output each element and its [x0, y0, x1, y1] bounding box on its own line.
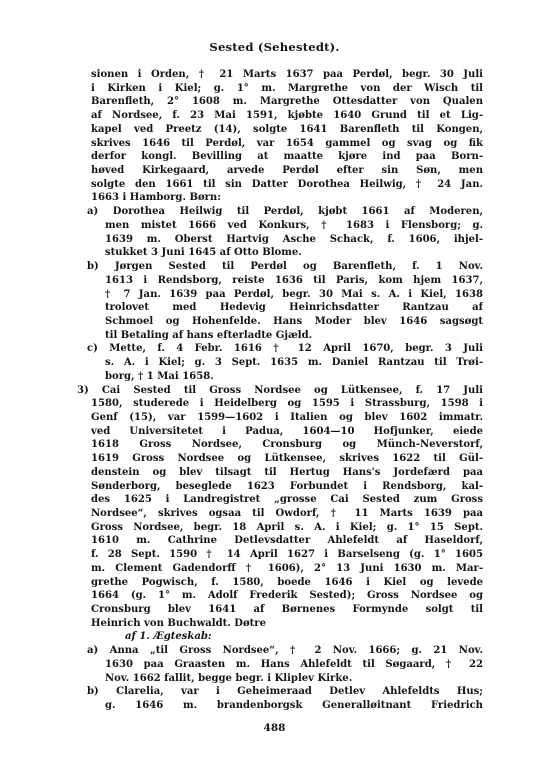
text-body: [77, 68, 483, 713]
text-line: 1610 m. Cathrine Detlevsdatter Ahlefeldt af Haseldorf,: [91, 535, 483, 547]
text-line: g. 1646 m. brandenborgsk Generalløitnant Friedrich: [105, 700, 483, 712]
text-line: † 7 Jan. 1639 paa Perdøl, begr. 30 Mai s. A. i Kiel, 1638: [105, 288, 483, 300]
text-line: 1639 m. Oberst Hartvig Asche Schack, f. 1606, ihjel-: [105, 233, 483, 245]
text-line: sionen i Orden, † 21 Marts 1637 paa Perdøl, begr. 30 Juli: [91, 69, 483, 80]
text-line: Schmoel og Hohenfelde. Hans Moder blev 1646 sagsøgt: [105, 315, 483, 327]
text-line: Gross Nordsee, begr. 18 April s. A. i Kiel; g. 1° 15 Sept.: [91, 521, 483, 533]
text-line: kapel ved Preetz (14), solgte 1641 Barenfleth til Kongen,: [91, 123, 483, 135]
text-line: 1663 i Hamborg. Børn:: [91, 192, 221, 204]
text-line: trolovet med Hedevig Heinrichsdatter Rantzau af: [105, 302, 483, 314]
text-line: b) Clarelia, var i Geheimeraad Detlev Ahlefeldts Hus;: [87, 686, 483, 698]
text-line: a) Dorothea Heilwig til Perdøl, kjøbt 1661 af Moderen,: [87, 206, 483, 218]
text-line: Barenfleth, 2° 1608 m. Margrethe Ottesdatter von Qualen: [91, 96, 483, 108]
text-line: ved Universitetet i Padua, 1604—10 Hofjunker, eiede: [91, 425, 483, 437]
text-line: 1618 Gross Nordsee, Cronsburg og Münch-Neverstorf,: [91, 439, 483, 451]
text-line: af 1. Ægteskab:: [125, 631, 212, 643]
text-line: 1619 Gross Nordsee og Lütkensee, skrives 1622 til Gül-: [91, 453, 483, 465]
text-line: af Nordsee, f. 23 Mai 1591, kjøbte 1640 Grund til et Lig-: [91, 110, 483, 122]
text-line: til Betaling af hans efterladte Gjæld.: [105, 329, 313, 341]
text-line: 1613 i Rendsborg, reiste 1636 til Paris, kom hjem 1637,: [105, 274, 483, 286]
running-header: Sested (Sehestedt).: [209, 40, 340, 54]
text-line: b) Jørgen Sested til Perdøl og Barenfleth, f. 1 Nov.: [87, 261, 483, 273]
text-line: 1664 (g. 1° m. Adolf Frederik Sested); Gross Nordsee og: [91, 590, 483, 602]
text-line: Nordsee“, skrives ogsaa til Owdorf, † 11 Marts 1639 paa: [91, 508, 483, 519]
text-line: des 1625 i Landregistret „grosse Cai Sested zum Gross: [91, 494, 483, 506]
page-number: 488: [263, 722, 286, 734]
text-line: Nov. 1662 fallit, begge begr. i Kliplev Kirke.: [105, 672, 353, 684]
text-line: Genf (15), var 1599—1602 i Italien og blev 1602 immatr.: [91, 411, 483, 423]
text-line: Heinrich von Buchwaldt. Døtre: [91, 617, 266, 629]
text-line: a) Anna „til Gross Nordsee“, † 2 Nov. 1666; g. 21 Nov.: [87, 645, 483, 657]
text-line: Sønderborg, beseglede 1623 Forbundet i Rendsborg, kal-: [91, 480, 483, 492]
text-line: 1580, studerede i Heidelberg og 1595 i Strassburg, 1598 i: [91, 398, 483, 410]
text-line: men mistet 1666 ved Konkurs, † 1683 i Flensborg; g.: [105, 219, 483, 231]
text-line: derfor kongl. Bevilling at maatte kjøre ind paa Born-: [91, 151, 483, 163]
text-line: skrives 1646 til Perdøl, var 1654 gammel og svag og fik: [91, 137, 483, 149]
text-line: grethe Pogwisch, f. 1580, boede 1646 i Kiel og levede: [91, 576, 483, 588]
text-line: f. 28 Sept. 1590 † 14 April 1627 i Barselseng (g. 1° 1605: [91, 549, 483, 561]
text-line: s. A. i Kiel; g. 3 Sept. 1635 m. Daniel Rantzau til Trøi-: [105, 357, 483, 369]
text-line: 1630 paa Graasten m. Hans Ahlefeldt til Søgaard, † 22: [105, 658, 483, 670]
text-line: solgte den 1661 til sin Datter Dorothea Heilwig, † 24 Jan.: [91, 178, 483, 190]
text-line: stukket 3 Juni 1645 af Otto Blome.: [105, 247, 302, 259]
text-line: Cronsburg blev 1641 af Børnenes Formynde solgt til: [91, 604, 483, 616]
text-line: m. Clement Gadendorff † 1606), 2° 13 Juni 1630 m. Mar-: [91, 562, 483, 574]
text-line: i Kirken i Kiel; g. 1° m. Margrethe von der Wisch til: [91, 82, 483, 94]
text-line: c) Mette, f. 4 Febr. 1616 † 12 April 1670, begr. 3 Juli: [87, 343, 483, 355]
text-line: høved Kirkegaard, arvede Perdøl efter sin Søn, men: [91, 165, 483, 177]
text-line: borg, † 1 Mai 1658.: [105, 370, 214, 382]
text-line: denstein og blev tilsagt til Hertug Hans's Jordefærd paa: [91, 466, 483, 478]
text-line: 3) Cai Sested til Gross Nordsee og Lütkensee, f. 17 Juli: [77, 384, 483, 396]
